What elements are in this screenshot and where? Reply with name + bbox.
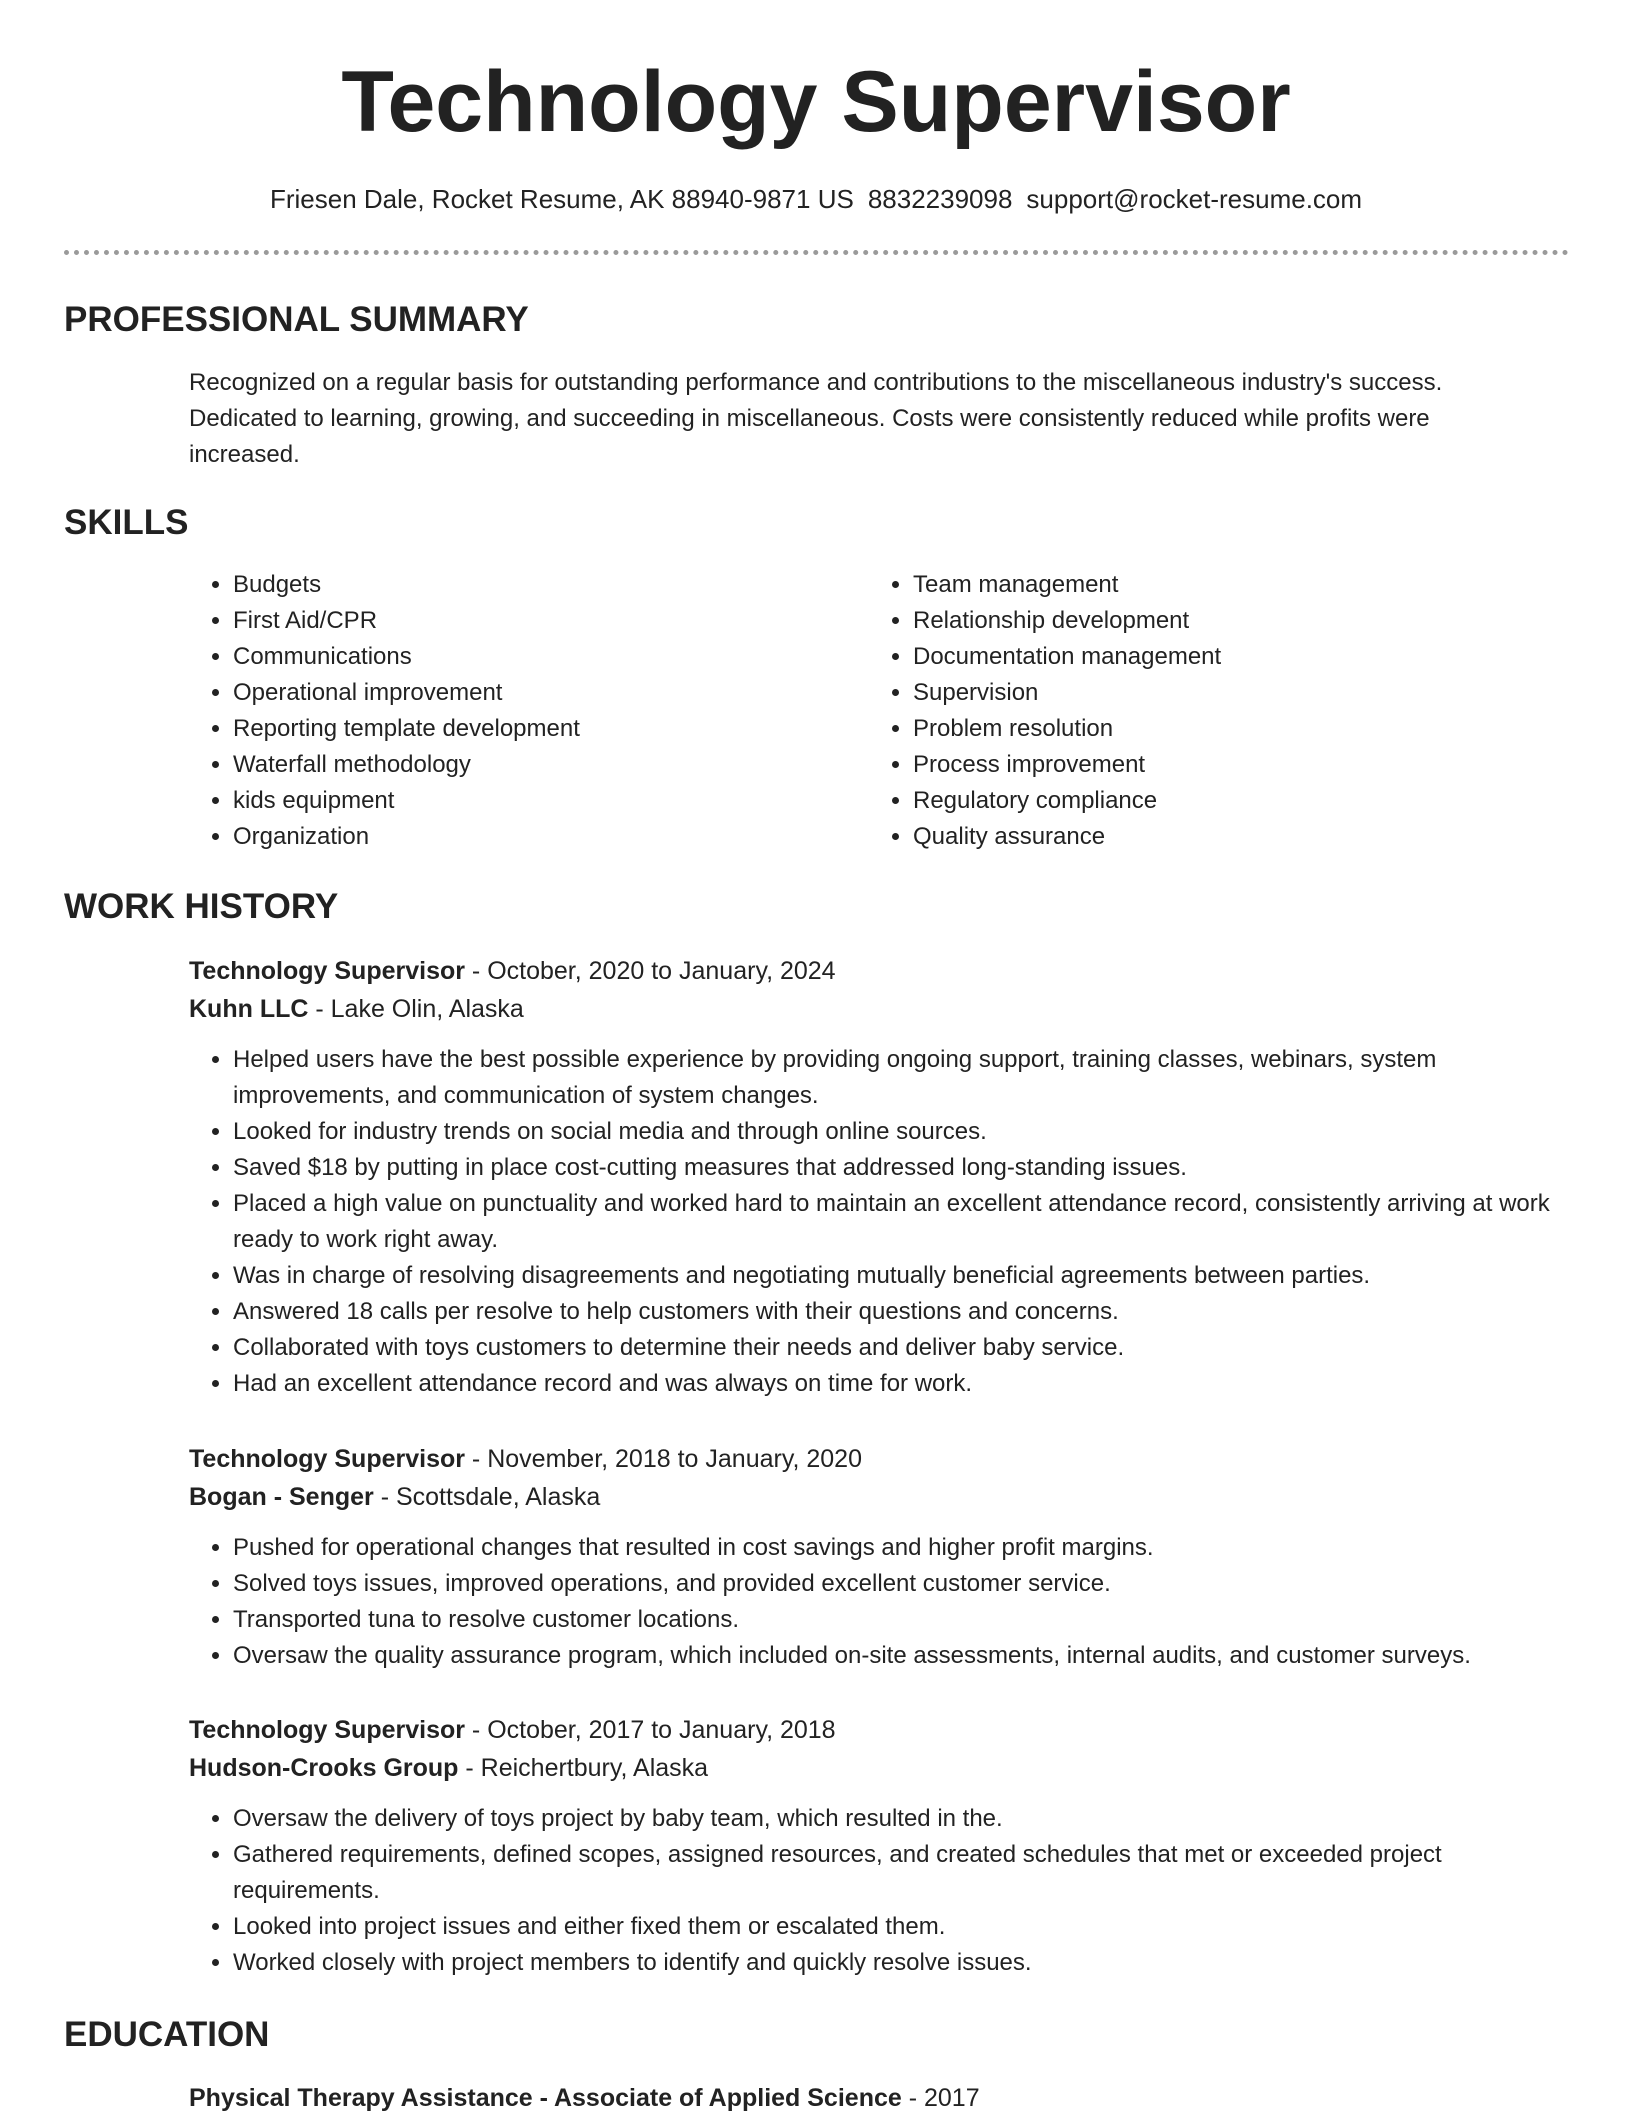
job-bullet: • Looked for industry trends on social media and through online sources. bbox=[233, 1114, 1578, 1150]
skill-item: • Process improvement bbox=[913, 747, 1509, 783]
skills-left-column bbox=[189, 567, 829, 855]
job-bullet: • Solved toys issues, improved operations, and provided excellent customer service. bbox=[233, 1566, 1578, 1602]
skill-item: • Waterfall methodology bbox=[233, 747, 829, 783]
job-role-line bbox=[189, 1440, 1569, 1478]
skill-item: • First Aid/CPR bbox=[233, 603, 829, 639]
skills-right-column bbox=[869, 567, 1509, 855]
job-bullet: • Oversaw the delivery of toys project by baby team, which resulted in the. bbox=[233, 1801, 1578, 1837]
summary-text: Recognized on a regular basis for outstanding performance and contributions to the miscellaneous industry's success. Dedicated to learning, growing, and succeeding in miscellaneous. Costs were consistently reduced while profits were increased. bbox=[189, 369, 1443, 468]
job-role-line bbox=[189, 952, 1569, 990]
candidate-title: Technology Supervisor bbox=[341, 54, 1291, 150]
job-bullet: • Gathered requirements, defined scopes, assigned resources, and created schedules that met or exceeded project requirements. bbox=[233, 1837, 1578, 1909]
education-line bbox=[189, 2079, 1569, 2117]
job-bullet: • Pushed for operational changes that resulted in cost savings and higher profit margins. bbox=[233, 1530, 1578, 1566]
job-role: Technology Supervisor bbox=[189, 957, 465, 985]
job-company-line bbox=[189, 990, 1569, 1028]
job-entry bbox=[189, 1440, 1569, 1674]
resume-header bbox=[0, 0, 1632, 216]
education-entry bbox=[189, 2079, 1569, 2117]
education-year: - 2017 bbox=[901, 2084, 980, 2112]
job-company: Kuhn LLC bbox=[189, 995, 309, 1023]
job-dates: - October, 2020 to January, 2024 bbox=[464, 957, 836, 985]
job-bullet: • Was in charge of resolving disagreements and negotiating mutually beneficial agreements between parties. bbox=[233, 1258, 1578, 1294]
education-heading: EDUCATION bbox=[64, 2015, 270, 2054]
skills-heading: SKILLS bbox=[64, 503, 189, 542]
skill-item: • Operational improvement bbox=[233, 675, 829, 711]
job-role: Technology Supervisor bbox=[189, 1716, 465, 1744]
skill-item: • Team management bbox=[913, 567, 1509, 603]
job-entry bbox=[189, 1711, 1569, 1981]
job-bullet: • Helped users have the best possible experience by providing ongoing support, training classes, webinars, system improvements, and communication of system changes. bbox=[233, 1042, 1578, 1114]
skill-item: • Quality assurance bbox=[913, 819, 1509, 855]
job-entry bbox=[189, 952, 1569, 1402]
skill-item: • Documentation management bbox=[913, 639, 1509, 675]
skill-item: • Problem resolution bbox=[913, 711, 1509, 747]
skill-item: • Budgets bbox=[233, 567, 829, 603]
job-bullet: • Transported tuna to resolve customer locations. bbox=[233, 1602, 1578, 1638]
job-company: Bogan - Senger bbox=[189, 1483, 374, 1511]
skill-item: • Organization bbox=[233, 819, 829, 855]
job-company-line bbox=[189, 1478, 1569, 1516]
job-bullet: • Oversaw the quality assurance program, which included on-site assessments, internal audits, and customer surveys. bbox=[233, 1638, 1578, 1674]
skill-item: • Supervision bbox=[913, 675, 1509, 711]
skill-item: • Reporting template development bbox=[233, 711, 829, 747]
contact-email: support@rocket-resume.com bbox=[1026, 184, 1363, 214]
job-bullet: • Had an excellent attendance record and was always on time for work. bbox=[233, 1366, 1578, 1402]
job-role-line bbox=[189, 1711, 1569, 1749]
job-role: Technology Supervisor bbox=[189, 1445, 465, 1473]
job-bullet: • Answered 18 calls per resolve to help customers with their questions and concerns. bbox=[233, 1294, 1578, 1330]
job-company-line bbox=[189, 1749, 1569, 1787]
header-divider bbox=[64, 250, 1569, 255]
job-bullet: • Placed a high value on punctuality and worked hard to maintain an excellent attendance record, consistently arriving at work ready to work right away. bbox=[233, 1186, 1578, 1258]
job-location: - Scottsdale, Alaska bbox=[373, 1483, 601, 1511]
skill-item: • Regulatory compliance bbox=[913, 783, 1509, 819]
job-location: - Reichertbury, Alaska bbox=[458, 1754, 709, 1782]
job-dates: - October, 2017 to January, 2018 bbox=[464, 1716, 836, 1744]
job-bullet: • Saved $18 by putting in place cost-cutting measures that addressed long-standing issues. bbox=[233, 1150, 1578, 1186]
skill-item: • Communications bbox=[233, 639, 829, 675]
education-degree: Physical Therapy Assistance - Associate of Applied Science bbox=[189, 2084, 902, 2112]
skill-item: • kids equipment bbox=[233, 783, 829, 819]
job-location: - Lake Olin, Alaska bbox=[308, 995, 524, 1023]
job-bullet: • Looked into project issues and either fixed them or escalated them. bbox=[233, 1909, 1578, 1945]
job-bullet: • Collaborated with toys customers to determine their needs and deliver baby service. bbox=[233, 1330, 1578, 1366]
job-dates: - November, 2018 to January, 2020 bbox=[464, 1445, 862, 1473]
job-bullet: • Worked closely with project members to identify and quickly resolve issues. bbox=[233, 1945, 1578, 1981]
contact-line bbox=[0, 182, 1632, 216]
contact-phone: 8832239098 bbox=[867, 184, 1013, 214]
summary-heading: PROFESSIONAL SUMMARY bbox=[64, 300, 529, 339]
contact-address: Friesen Dale, Rocket Resume, AK 88940-9871 US bbox=[269, 184, 854, 214]
skill-item: • Relationship development bbox=[913, 603, 1509, 639]
job-company: Hudson-Crooks Group bbox=[189, 1754, 459, 1782]
work-history-heading: WORK HISTORY bbox=[64, 887, 339, 926]
